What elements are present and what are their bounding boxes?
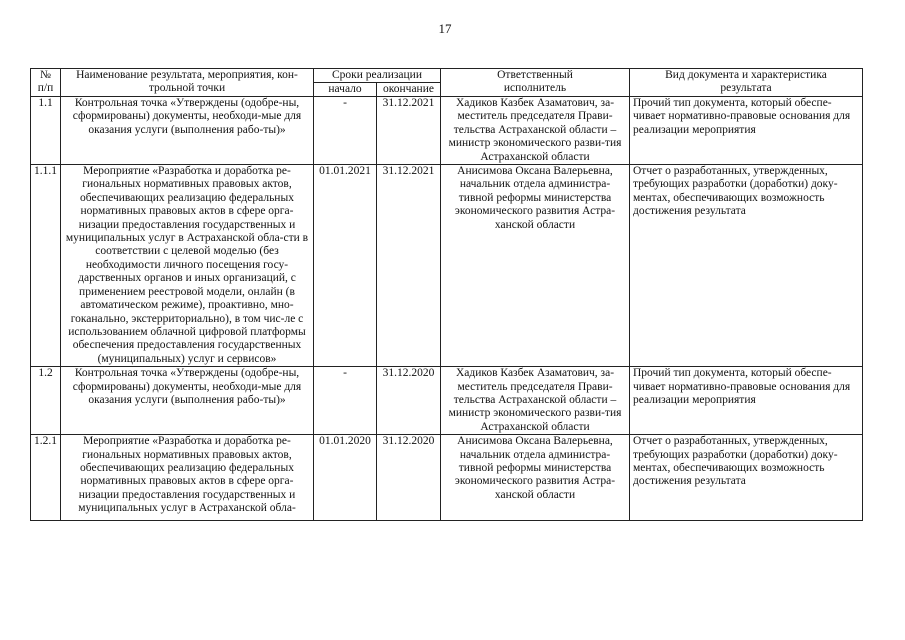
col-header-number (31, 69, 61, 97)
row-number: 1.2 (31, 367, 61, 435)
implementation-plan-table (30, 68, 863, 521)
row-start-date: - (314, 97, 377, 165)
row-executor: Анисимова Оксана Валерьевна, начальник отдела администра-тивной реформы министерства экономического развития Астра-ханской области (441, 165, 630, 367)
table-row (31, 97, 863, 165)
row-name-text: Мероприятие «Разработка и доработка ре-гиональных нормативных правовых актов, обеспечивающих реализацию федеральных нормативных правовых актов в сфере орга-низации предоставления государственных и муниципальных услуг в Астраханской обла- (78, 435, 296, 515)
row-end-date: 31.12.2021 (377, 165, 441, 367)
row-executor: Хадиков Казбек Азаматович, за-меститель председателя Прави-тельства Астраханской области – министр экономического разви-тия Астраханской области (441, 97, 630, 165)
row-executor: Хадиков Казбек Азаматович, за-меститель председателя Прави-тельства Астраханской области – министр экономического разви-тия Астраханской области (441, 367, 630, 435)
col-header-document (630, 69, 863, 97)
row-name: Контрольная точка «Утверждены (одобре-ны, сформированы) документы, необходи-мые для оказания услуги (выполнения рабо-ты)» (61, 97, 314, 165)
row-end-date: 31.12.2020 (377, 367, 441, 435)
row-document: Прочий тип документа, который обеспе-чивает нормативно-правовые основания для реализации мероприятия (630, 97, 863, 165)
table-row (31, 367, 863, 435)
header-name-line2: трольной точки (148, 82, 226, 94)
col-header-name (61, 69, 314, 97)
header-executor-line1: Ответственный (497, 69, 573, 81)
header-executor-line2: исполнитель (503, 82, 567, 94)
row-name (61, 435, 314, 521)
header-doc-line1: Вид документа и характеристика (665, 69, 827, 81)
row-start-date: 01.01.2020 (314, 435, 377, 521)
row-document: Отчет о разработанных, утвержденных, требующих разработки (доработки) доку-ментах, обеспечивающих возможность достижения результата (630, 435, 863, 521)
col-header-terms: Сроки реализации (314, 69, 441, 83)
row-name: Мероприятие «Разработка и доработка ре-гиональных нормативных правовых актов, обеспечивающих реализацию федеральных нормативных правовых актов в сфере орга-низации предоставления государственных и муниципальных услуг в Астраханской обла-сти в соответствии с целевой моделью (без необходимости личного посещения госу-дарственных органов и иных организаций, с применением реестровой модели, онлайн (в автоматическом режиме), проактивно, мно-гоканально, экстерриториально), в том чис-ле с использованием облачной цифровой платформы обеспечения предоставления государственных (муниципальных) услуг и сервисов» (61, 165, 314, 367)
header-number-line2: п/п (37, 82, 54, 94)
row-number: 1.1 (31, 97, 61, 165)
header-doc-line2: результата (720, 82, 772, 94)
row-document: Отчет о разработанных, утвержденных, требующих разработки (доработки) доку-ментах, обеспечивающих возможность достижения результата (630, 165, 863, 367)
table-header-row (31, 69, 863, 83)
row-number: 1.1.1 (31, 165, 61, 367)
col-header-executor (441, 69, 630, 97)
row-end-date: 31.12.2021 (377, 97, 441, 165)
row-executor: Анисимова Оксана Валерьевна, начальник отдела администра-тивной реформы министерства экономического развития Астра-ханской области (441, 435, 630, 521)
row-start-date: - (314, 367, 377, 435)
header-name-line1: Наименование результата, мероприятия, кон- (76, 69, 298, 81)
table-row (31, 435, 863, 521)
row-name: Контрольная точка «Утверждены (одобре-ны, сформированы) документы, необходи-мые для оказания услуги (выполнения рабо-ты)» (61, 367, 314, 435)
col-header-end: окончание (377, 83, 441, 97)
row-end-date: 31.12.2020 (377, 435, 441, 521)
page-number: 17 (438, 21, 452, 36)
table-row (31, 165, 863, 367)
row-document: Прочий тип документа, который обеспе-чивает нормативно-правовые основания для реализации мероприятия (630, 367, 863, 435)
row-number: 1.2.1 (31, 435, 61, 521)
header-number-line1: № (40, 69, 51, 81)
row-start-date: 01.01.2021 (314, 165, 377, 367)
col-header-start: начало (314, 83, 377, 97)
